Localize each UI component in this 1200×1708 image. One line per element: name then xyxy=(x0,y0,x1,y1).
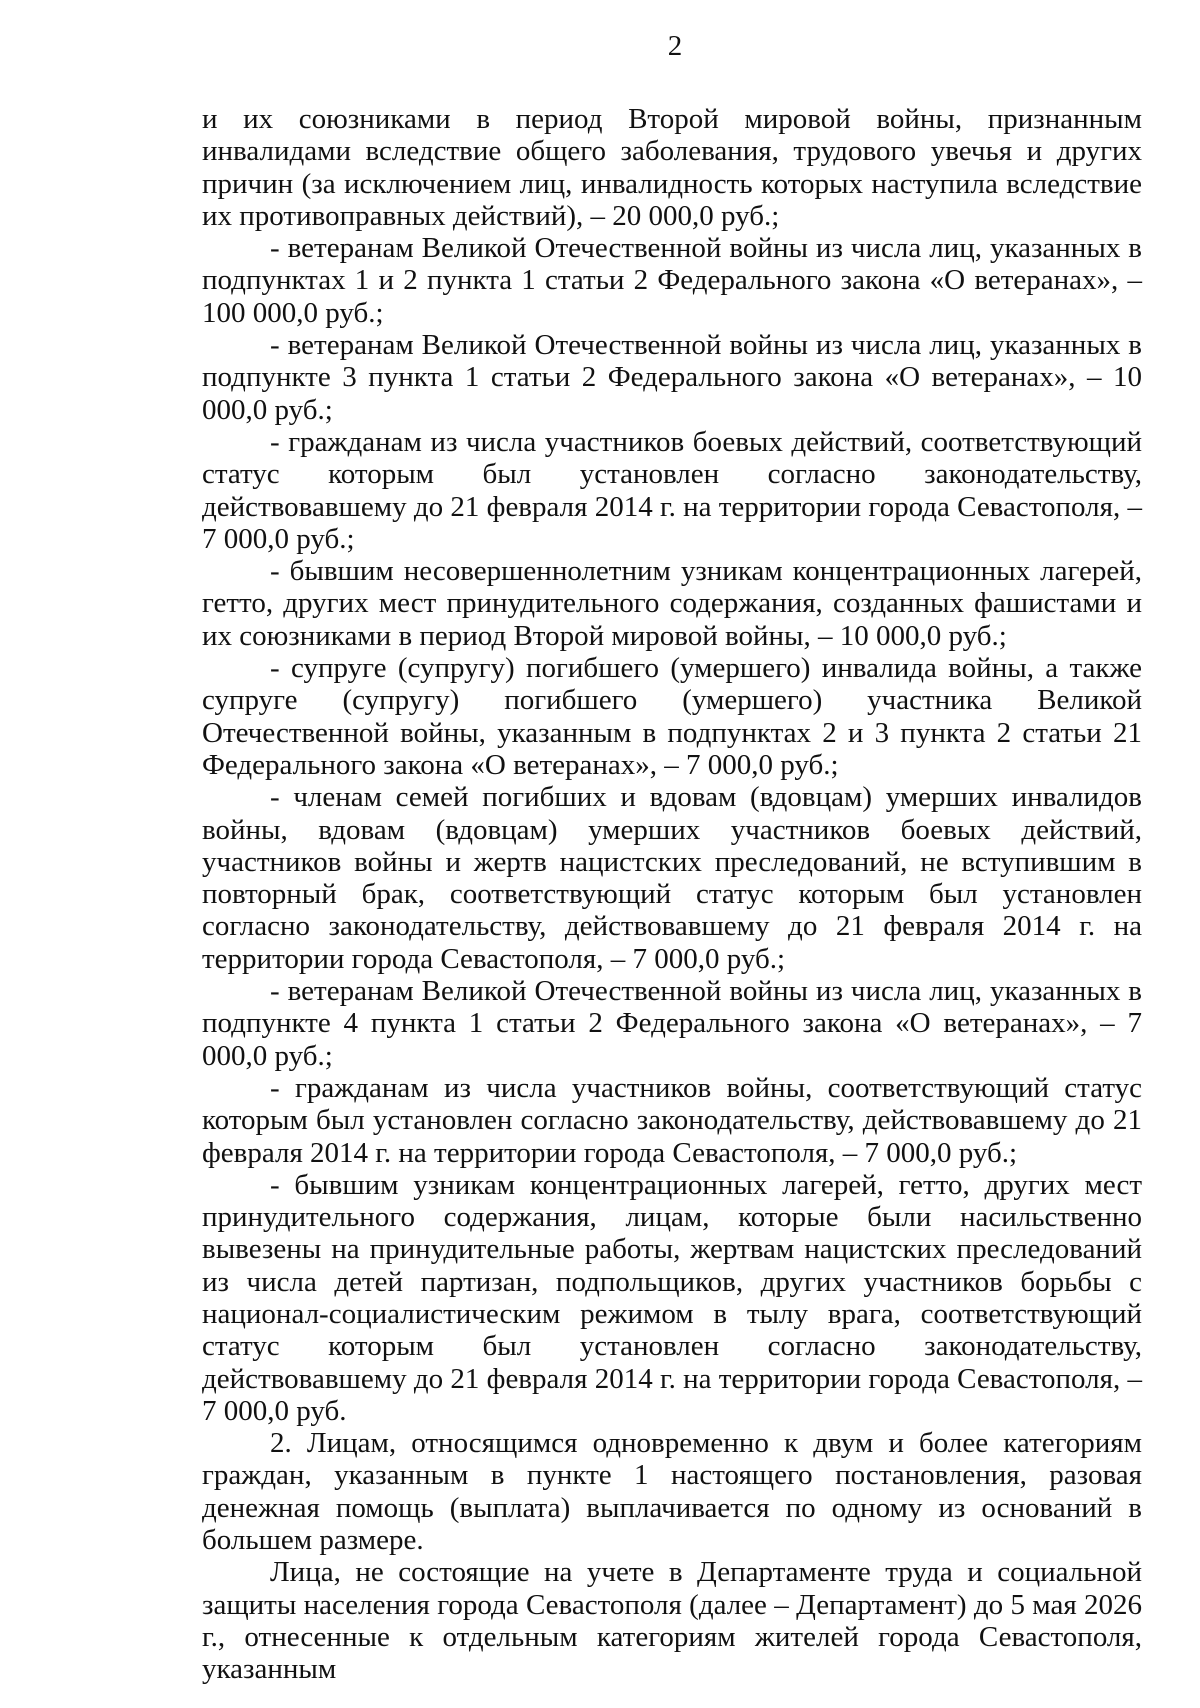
list-item-former-prisoners-and-victims: - бывшим узникам концентрационных лагерей, гетто, других мест принудительного содержания, лицам, которые были насильственно вывезены на принудительные работы, жертвам нацистских преследований из числа детей партизан, подпольщиков, других участников борьбы с национал-социалистическим режимом в тылу врага, соответствующий статус которым был установлен согласно законодательству, действовавшему до 21 февраля 2014 г. на территории города Севастополя, – 7 000,0 руб. xyxy=(202,1168,1142,1427)
paragraph-continuation: и их союзниками в период Второй мировой войны, признанным инвалидами вследствие общего заболевания, трудового увечья и других причин (за исключением лиц, инвалидность которых наступила вследствие их противоправных действий), – 20 000,0 руб.; xyxy=(202,103,1142,232)
list-item-family-members-and-widows: - членам семей погибших и вдовам (вдовцам) умерших инвалидов войны, вдовам (вдовцам) умерших участников боевых действий, участников войны и жертв нацистских преследований, не вступившим в повторный брак, соответствующий статус которым был установлен согласно законодательству, действовавшему до 21 февраля 2014 г. на территории города Севастополя, – 7 000,0 руб.; xyxy=(202,781,1142,975)
paragraph-unregistered-persons: Лица, не состоящие на учете в Департаменте труда и социальной защиты населения города Севастополя (далее – Департамент) до 5 мая 2026 г., отнесенные к отдельным категориям жителей города Севастополя, указанным xyxy=(202,1556,1142,1686)
list-item-former-minor-prisoners: - бывшим несовершеннолетним узникам концентрационных лагерей, гетто, других мест принудительного содержания, созданных фашистами и их союзниками в период Второй мировой войны, – 10 000,0 руб.; xyxy=(202,555,1142,652)
document-body xyxy=(202,103,1142,1686)
list-item-war-participants: - гражданам из числа участников войны, соответствующий статус которым был установлен согласно законодательству, действовавшему до 21 февраля 2014 г. на территории города Севастополя, – 7 000,0 руб.; xyxy=(202,1071,1142,1169)
list-item-wwii-veterans-subparagraph-3: - ветеранам Великой Отечественной войны из числа лиц, указанных в подпункте 3 пункта 1 статьи 2 Федерального закона «О ветеранах», – 10 000,0 руб.; xyxy=(202,329,1142,426)
list-item-wwii-veterans-subparagraph-4: - ветеранам Великой Отечественной войны из числа лиц, указанных в подпункте 4 пункта 1 статьи 2 Федерального закона «О ветеранах», – 7 000,0 руб.; xyxy=(202,975,1142,1072)
list-item-spouses-of-deceased: - супруге (супругу) погибшего (умершего) инвалида войны, а также супруге (супругу) погибшего (умершего) участника Великой Отечественной войны, указанным в подпунктах 2 и 3 пункта 2 статьи 21 Федерального закона «О ветеранах», – 7 000,0 руб.; xyxy=(202,652,1142,781)
clause-2: 2. Лицам, относящимся одновременно к двум и более категориям граждан, указанным в пункте 1 настоящего постановления, разовая денежная помощь (выплата) выплачивается по одному из оснований в большем размере. xyxy=(202,1427,1142,1557)
list-item-combat-participants: - гражданам из числа участников боевых действий, соответствующий статус которым был установлен согласно законодательству, действовавшему до 21 февраля 2014 г. на территории города Севастополя, – 7 000,0 руб.; xyxy=(202,425,1142,555)
page-number: 2 xyxy=(667,30,683,62)
list-item-wwii-veterans-subparagraphs-1-2: - ветеранам Великой Отечественной войны из числа лиц, указанных в подпунктах 1 и 2 пункта 1 статьи 2 Федерального закона «О ветеранах», – 100 000,0 руб.; xyxy=(202,232,1142,329)
